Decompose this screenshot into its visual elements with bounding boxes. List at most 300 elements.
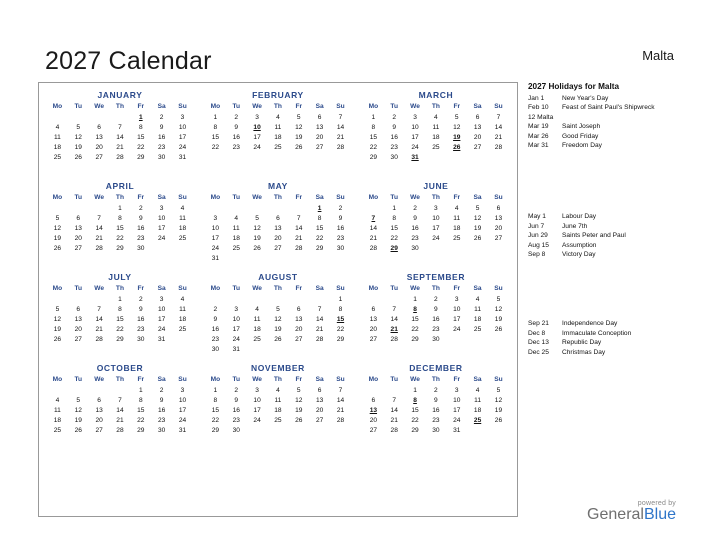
day-cell[interactable]: 29 (116, 244, 124, 252)
day-cell[interactable]: 7 (97, 305, 101, 313)
day-cell[interactable]: 7 (338, 113, 343, 121)
day-cell[interactable]: 16 (232, 406, 240, 414)
day-cell[interactable]: 30 (411, 244, 419, 252)
day-cell[interactable]: 3 (180, 113, 185, 121)
day-cell[interactable]: 1 (138, 386, 143, 394)
day-cell[interactable]: 22 (137, 143, 145, 151)
day-cell[interactable]: 4 (475, 295, 480, 303)
day-cell[interactable]: 30 (390, 153, 398, 161)
day-cell[interactable]: 26 (473, 234, 482, 242)
day-cell[interactable]: 4 (454, 204, 459, 212)
day-cell[interactable]: 13 (295, 315, 303, 323)
day-cell[interactable]: 26 (253, 244, 261, 252)
day-cell[interactable]: 19 (53, 234, 62, 242)
day-cell[interactable]: 19 (295, 406, 303, 414)
day-cell[interactable]: 24 (453, 325, 461, 333)
day-cell[interactable]: 16 (157, 406, 166, 414)
day-cell[interactable]: 14 (95, 315, 103, 323)
day-cell[interactable]: 30 (137, 335, 145, 343)
day-cell[interactable]: 4 (276, 113, 280, 121)
day-cell[interactable]: 17 (253, 133, 261, 141)
day-cell[interactable]: 3 (255, 386, 259, 394)
day-cell[interactable]: 29 (336, 335, 345, 343)
day-cell[interactable]: 5 (55, 305, 60, 313)
day-cell[interactable]: 21 (336, 133, 345, 141)
day-cell[interactable]: 15 (116, 315, 124, 323)
day-cell[interactable]: 18 (453, 224, 461, 232)
day-cell[interactable]: 21 (295, 234, 303, 242)
day-cell[interactable]: 6 (97, 123, 101, 131)
day-cell[interactable]: 2 (434, 295, 438, 303)
day-cell[interactable]: 10 (432, 214, 440, 222)
day-cell[interactable]: 30 (211, 345, 220, 353)
day-cell[interactable]: 19 (53, 325, 62, 333)
day-cell[interactable]: 29 (411, 335, 419, 343)
day-cell[interactable]: 4 (55, 123, 60, 131)
day-cell[interactable]: 2 (413, 204, 417, 212)
day-cell[interactable]: 26 (494, 325, 503, 333)
day-cell[interactable]: 18 (178, 315, 187, 323)
day-cell[interactable]: 10 (253, 396, 261, 404)
day-cell[interactable]: 15 (390, 224, 398, 232)
day-cell[interactable]: 19 (473, 224, 482, 232)
day-cell[interactable]: 23 (336, 234, 345, 242)
day-cell[interactable]: 9 (138, 214, 143, 222)
day-cell[interactable]: 24 (253, 416, 261, 424)
day-cell[interactable]: 31 (211, 254, 220, 262)
day-cell[interactable]: 21 (336, 406, 345, 414)
day-cell[interactable]: 5 (55, 214, 60, 222)
day-cell[interactable]: 24 (178, 143, 187, 151)
day-cell-holiday[interactable]: 19 (453, 133, 461, 141)
day-cell[interactable]: 7 (296, 214, 301, 222)
day-cell[interactable]: 17 (157, 224, 166, 232)
day-cell[interactable]: 17 (253, 406, 261, 414)
day-cell[interactable]: 9 (392, 123, 397, 131)
day-cell[interactable]: 11 (179, 214, 186, 222)
day-cell[interactable]: 31 (453, 426, 461, 434)
day-cell[interactable]: 16 (137, 315, 145, 323)
day-cell[interactable]: 4 (55, 396, 60, 404)
day-cell[interactable]: 23 (232, 416, 240, 424)
day-cell-holiday[interactable]: 8 (413, 305, 417, 313)
day-cell[interactable]: 24 (211, 244, 220, 252)
day-cell[interactable]: 25 (178, 325, 187, 333)
day-cell[interactable]: 5 (276, 305, 280, 313)
day-cell[interactable]: 10 (453, 305, 461, 313)
day-cell[interactable]: 20 (95, 143, 103, 151)
day-cell[interactable]: 22 (411, 325, 419, 333)
day-cell[interactable]: 18 (53, 143, 62, 151)
day-cell[interactable]: 29 (116, 335, 124, 343)
day-cell[interactable]: 12 (53, 315, 62, 323)
day-cell[interactable]: 23 (157, 416, 166, 424)
day-cell[interactable]: 25 (178, 234, 187, 242)
day-cell[interactable]: 4 (234, 214, 239, 222)
day-cell[interactable]: 14 (315, 315, 324, 323)
day-cell[interactable]: 28 (336, 416, 345, 424)
day-cell[interactable]: 20 (315, 406, 324, 414)
day-cell[interactable]: 11 (474, 396, 481, 404)
day-cell[interactable]: 6 (371, 305, 376, 313)
day-cell[interactable]: 1 (338, 295, 343, 303)
day-cell[interactable]: 31 (232, 345, 240, 353)
day-cell[interactable]: 14 (390, 406, 398, 414)
day-cell[interactable]: 23 (390, 143, 398, 151)
day-cell[interactable]: 13 (274, 224, 282, 232)
day-cell[interactable]: 25 (274, 143, 282, 151)
day-cell[interactable]: 25 (274, 416, 282, 424)
day-cell[interactable]: 29 (137, 426, 145, 434)
day-cell[interactable]: 2 (138, 295, 143, 303)
day-cell[interactable]: 28 (95, 244, 103, 252)
day-cell[interactable]: 13 (74, 224, 82, 232)
day-cell[interactable]: 3 (454, 295, 459, 303)
day-cell[interactable]: 27 (74, 335, 82, 343)
day-cell[interactable]: 21 (116, 143, 124, 151)
day-cell[interactable]: 4 (180, 295, 185, 303)
day-cell[interactable]: 15 (411, 315, 419, 323)
day-cell[interactable]: 15 (211, 406, 220, 414)
day-cell[interactable]: 2 (234, 113, 239, 121)
day-cell-holiday[interactable]: 29 (390, 244, 398, 252)
day-cell[interactable]: 20 (74, 234, 82, 242)
day-cell[interactable]: 5 (76, 396, 81, 404)
day-cell[interactable]: 11 (274, 396, 282, 404)
day-cell[interactable]: 18 (473, 406, 482, 414)
day-cell[interactable]: 2 (138, 204, 143, 212)
day-cell[interactable]: 28 (116, 426, 124, 434)
day-cell[interactable]: 18 (432, 133, 440, 141)
day-cell[interactable]: 10 (157, 305, 166, 313)
day-cell[interactable]: 23 (232, 143, 240, 151)
day-cell[interactable]: 11 (453, 214, 461, 222)
day-cell-holiday[interactable]: 1 (138, 113, 143, 121)
day-cell[interactable]: 12 (74, 406, 82, 414)
day-cell[interactable]: 30 (232, 426, 240, 434)
day-cell[interactable]: 23 (211, 335, 220, 343)
day-cell[interactable]: 8 (138, 123, 143, 131)
day-cell[interactable]: 3 (234, 305, 239, 313)
day-cell[interactable]: 31 (178, 426, 187, 434)
day-cell[interactable]: 22 (336, 325, 345, 333)
day-cell[interactable]: 28 (369, 244, 378, 252)
day-cell[interactable]: 2 (159, 113, 164, 121)
day-cell[interactable]: 5 (496, 295, 501, 303)
day-cell[interactable]: 17 (178, 133, 187, 141)
day-cell[interactable]: 9 (434, 396, 438, 404)
day-cell[interactable]: 13 (95, 133, 103, 141)
day-cell[interactable]: 23 (137, 234, 145, 242)
day-cell[interactable]: 23 (157, 143, 166, 151)
day-cell[interactable]: 27 (473, 143, 482, 151)
day-cell[interactable]: 9 (413, 214, 417, 222)
day-cell[interactable]: 18 (274, 133, 282, 141)
day-cell[interactable]: 25 (53, 153, 62, 161)
day-cell[interactable]: 24 (432, 234, 440, 242)
day-cell[interactable]: 20 (473, 133, 482, 141)
day-cell[interactable]: 24 (178, 416, 187, 424)
day-cell[interactable]: 28 (390, 426, 398, 434)
day-cell[interactable]: 18 (232, 234, 240, 242)
day-cell[interactable]: 22 (116, 234, 124, 242)
day-cell[interactable]: 20 (369, 416, 378, 424)
day-cell[interactable]: 3 (454, 386, 459, 394)
day-cell[interactable]: 5 (296, 386, 301, 394)
day-cell[interactable]: 6 (496, 204, 501, 212)
day-cell[interactable]: 12 (53, 224, 62, 232)
day-cell[interactable]: 13 (95, 406, 103, 414)
day-cell[interactable]: 9 (234, 396, 239, 404)
day-cell[interactable]: 5 (76, 123, 81, 131)
day-cell[interactable]: 4 (276, 386, 280, 394)
day-cell[interactable]: 17 (453, 315, 461, 323)
day-cell[interactable]: 17 (157, 315, 166, 323)
day-cell[interactable]: 1 (392, 204, 397, 212)
day-cell[interactable]: 13 (494, 214, 503, 222)
day-cell[interactable]: 8 (213, 123, 218, 131)
day-cell[interactable]: 8 (213, 396, 218, 404)
day-cell[interactable]: 20 (74, 325, 82, 333)
day-cell[interactable]: 8 (138, 396, 143, 404)
day-cell[interactable]: 10 (157, 214, 166, 222)
day-cell[interactable]: 13 (473, 123, 482, 131)
day-cell[interactable]: 27 (95, 153, 103, 161)
day-cell[interactable]: 12 (453, 123, 461, 131)
day-cell[interactable]: 2 (338, 204, 343, 212)
day-cell[interactable]: 11 (232, 224, 240, 232)
day-cell[interactable]: 27 (315, 416, 324, 424)
day-cell[interactable]: 13 (315, 396, 324, 404)
day-cell-holiday[interactable]: 1 (317, 204, 322, 212)
day-cell[interactable]: 1 (413, 386, 417, 394)
day-cell-holiday[interactable]: 25 (473, 416, 482, 424)
day-cell[interactable]: 28 (390, 335, 398, 343)
day-cell[interactable]: 14 (369, 224, 378, 232)
day-cell[interactable]: 7 (97, 214, 101, 222)
day-cell[interactable]: 17 (411, 133, 419, 141)
day-cell[interactable]: 16 (411, 224, 419, 232)
day-cell[interactable]: 30 (432, 426, 440, 434)
day-cell[interactable]: 22 (315, 234, 324, 242)
day-cell[interactable]: 19 (295, 133, 303, 141)
day-cell[interactable]: 20 (295, 325, 303, 333)
day-cell[interactable]: 10 (232, 315, 240, 323)
day-cell[interactable]: 3 (255, 113, 259, 121)
day-cell[interactable]: 6 (76, 305, 81, 313)
day-cell[interactable]: 27 (95, 426, 103, 434)
day-cell[interactable]: 4 (475, 386, 480, 394)
day-cell[interactable]: 16 (432, 406, 440, 414)
day-cell[interactable]: 30 (157, 426, 166, 434)
day-cell[interactable]: 12 (473, 214, 482, 222)
day-cell[interactable]: 14 (295, 224, 303, 232)
day-cell[interactable]: 7 (118, 123, 122, 131)
day-cell[interactable]: 24 (232, 335, 240, 343)
day-cell[interactable]: 16 (137, 224, 145, 232)
day-cell[interactable]: 19 (253, 234, 261, 242)
day-cell[interactable]: 23 (432, 416, 440, 424)
day-cell-holiday[interactable]: 15 (336, 315, 345, 323)
day-cell[interactable]: 16 (232, 133, 240, 141)
day-cell[interactable]: 12 (74, 133, 82, 141)
day-cell[interactable]: 10 (411, 123, 419, 131)
day-cell[interactable]: 26 (74, 153, 82, 161)
day-cell[interactable]: 2 (159, 386, 164, 394)
day-cell[interactable]: 25 (453, 234, 461, 242)
day-cell[interactable]: 28 (95, 335, 103, 343)
day-cell[interactable]: 29 (211, 426, 220, 434)
day-cell[interactable]: 14 (390, 315, 398, 323)
day-cell[interactable]: 11 (53, 133, 61, 141)
day-cell[interactable]: 27 (369, 335, 378, 343)
day-cell[interactable]: 22 (116, 325, 124, 333)
day-cell[interactable]: 3 (159, 204, 164, 212)
day-cell-holiday[interactable]: 8 (413, 396, 417, 404)
day-cell[interactable]: 18 (274, 406, 282, 414)
day-cell[interactable]: 7 (392, 305, 397, 313)
day-cell[interactable]: 14 (494, 123, 503, 131)
day-cell[interactable]: 15 (411, 406, 419, 414)
day-cell[interactable]: 29 (315, 244, 324, 252)
day-cell[interactable]: 31 (157, 335, 166, 343)
day-cell[interactable]: 12 (253, 224, 261, 232)
day-cell[interactable]: 11 (432, 123, 440, 131)
day-cell[interactable]: 12 (274, 315, 282, 323)
day-cell[interactable]: 17 (178, 406, 187, 414)
day-cell-holiday[interactable]: 10 (253, 123, 261, 131)
day-cell[interactable]: 20 (274, 234, 282, 242)
day-cell[interactable]: 28 (315, 335, 324, 343)
day-cell[interactable]: 26 (494, 416, 503, 424)
day-cell[interactable]: 4 (255, 305, 259, 313)
day-cell[interactable]: 19 (494, 406, 503, 414)
day-cell[interactable]: 8 (118, 305, 122, 313)
day-cell[interactable]: 6 (475, 113, 480, 121)
day-cell[interactable]: 28 (116, 153, 124, 161)
day-cell[interactable]: 30 (336, 244, 345, 252)
day-cell[interactable]: 25 (473, 325, 482, 333)
day-cell[interactable]: 7 (392, 396, 397, 404)
day-cell[interactable]: 12 (494, 305, 503, 313)
day-cell[interactable]: 7 (317, 305, 322, 313)
day-cell[interactable]: 27 (315, 143, 324, 151)
day-cell[interactable]: 21 (95, 325, 103, 333)
day-cell[interactable]: 20 (95, 416, 103, 424)
day-cell[interactable]: 16 (432, 315, 440, 323)
day-cell[interactable]: 19 (274, 325, 282, 333)
day-cell[interactable]: 1 (118, 204, 122, 212)
day-cell[interactable]: 9 (159, 396, 164, 404)
day-cell[interactable]: 10 (178, 123, 187, 131)
day-cell[interactable]: 22 (411, 416, 419, 424)
day-cell[interactable]: 5 (496, 386, 501, 394)
day-cell[interactable]: 18 (53, 416, 62, 424)
day-cell[interactable]: 17 (453, 406, 461, 414)
day-cell[interactable]: 21 (390, 416, 398, 424)
day-cell[interactable]: 21 (95, 234, 103, 242)
day-cell[interactable]: 9 (159, 123, 164, 131)
day-cell-holiday[interactable]: 31 (411, 153, 419, 161)
day-cell[interactable]: 18 (253, 325, 261, 333)
day-cell[interactable]: 16 (336, 224, 345, 232)
day-cell[interactable]: 7 (118, 396, 122, 404)
day-cell[interactable]: 15 (211, 133, 220, 141)
day-cell[interactable]: 1 (213, 386, 218, 394)
day-cell[interactable]: 20 (315, 133, 324, 141)
day-cell[interactable]: 18 (178, 224, 187, 232)
day-cell[interactable]: 9 (213, 315, 218, 323)
day-cell[interactable]: 23 (137, 325, 145, 333)
day-cell[interactable]: 19 (74, 416, 82, 424)
day-cell[interactable]: 28 (295, 244, 303, 252)
day-cell[interactable]: 13 (315, 123, 324, 131)
day-cell[interactable]: 21 (116, 416, 124, 424)
day-cell[interactable]: 10 (211, 224, 220, 232)
day-cell[interactable]: 17 (432, 224, 440, 232)
day-cell[interactable]: 14 (95, 224, 103, 232)
day-cell[interactable]: 2 (434, 386, 438, 394)
day-cell[interactable]: 11 (179, 305, 186, 313)
day-cell[interactable]: 2 (392, 113, 397, 121)
day-cell[interactable]: 6 (317, 113, 322, 121)
day-cell[interactable]: 24 (157, 234, 166, 242)
day-cell[interactable]: 24 (453, 416, 461, 424)
day-cell[interactable]: 24 (411, 143, 419, 151)
day-cell[interactable]: 1 (413, 295, 417, 303)
day-cell[interactable]: 26 (74, 426, 82, 434)
day-cell[interactable]: 17 (211, 234, 220, 242)
day-cell[interactable]: 5 (255, 214, 259, 222)
day-cell[interactable]: 16 (390, 133, 398, 141)
day-cell[interactable]: 27 (74, 244, 82, 252)
day-cell[interactable]: 12 (295, 123, 303, 131)
day-cell[interactable]: 2 (213, 305, 218, 313)
day-cell[interactable]: 26 (274, 335, 282, 343)
day-cell[interactable]: 29 (411, 426, 419, 434)
day-cell[interactable]: 15 (369, 133, 378, 141)
day-cell[interactable]: 22 (390, 234, 398, 242)
day-cell[interactable]: 27 (274, 244, 282, 252)
day-cell[interactable]: 12 (295, 396, 303, 404)
day-cell[interactable]: 22 (137, 416, 145, 424)
day-cell[interactable]: 13 (369, 315, 378, 323)
day-cell[interactable]: 24 (157, 325, 166, 333)
day-cell[interactable]: 6 (276, 214, 280, 222)
day-cell[interactable]: 30 (432, 335, 440, 343)
day-cell[interactable]: 11 (53, 406, 61, 414)
day-cell[interactable]: 1 (213, 113, 218, 121)
day-cell[interactable]: 14 (336, 123, 345, 131)
day-cell[interactable]: 25 (253, 335, 261, 343)
day-cell[interactable]: 5 (296, 113, 301, 121)
day-cell[interactable]: 14 (116, 133, 124, 141)
day-cell[interactable]: 25 (432, 143, 440, 151)
day-cell-holiday[interactable]: 21 (390, 325, 398, 333)
day-cell[interactable]: 6 (317, 386, 322, 394)
day-cell[interactable]: 24 (253, 143, 261, 151)
day-cell[interactable]: 9 (434, 305, 438, 313)
day-cell[interactable]: 15 (137, 406, 145, 414)
day-cell[interactable]: 8 (371, 123, 376, 131)
day-cell[interactable]: 3 (434, 204, 438, 212)
day-cell[interactable]: 14 (116, 406, 124, 414)
day-cell[interactable]: 8 (392, 214, 397, 222)
day-cell[interactable]: 30 (157, 153, 166, 161)
day-cell[interactable]: 5 (475, 204, 480, 212)
day-cell[interactable]: 17 (232, 325, 240, 333)
day-cell[interactable]: 26 (53, 244, 62, 252)
